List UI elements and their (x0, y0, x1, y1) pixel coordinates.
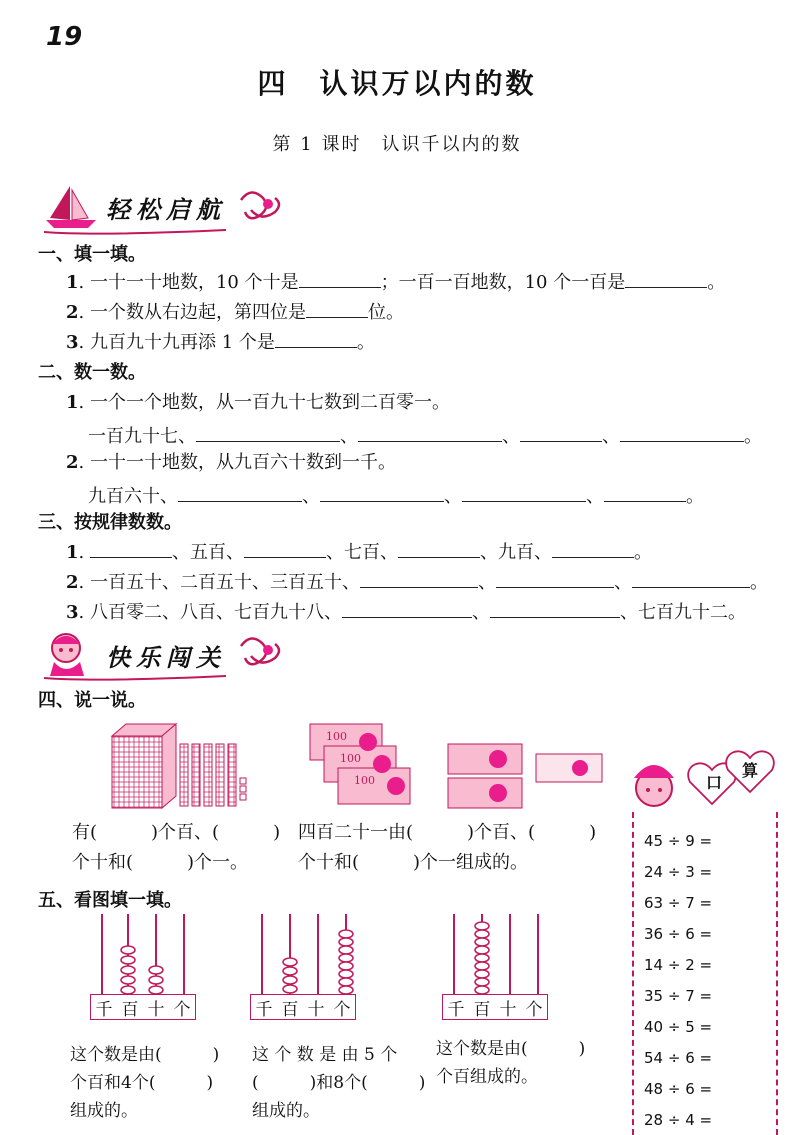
banknotes-100-image (300, 722, 440, 812)
s2-q1 (66, 388, 450, 414)
abacus-place-labels (90, 994, 196, 1020)
section5-heading: 五、看图填一填。 (38, 890, 182, 911)
given-value: 五百、 (189, 542, 244, 563)
banknote-1-image (534, 752, 604, 786)
abacus-2 (250, 914, 356, 1022)
answer-blank[interactable] (520, 425, 602, 442)
start-value: 一百九十七、 (88, 426, 196, 447)
s1-q3 (66, 328, 375, 354)
s1-q2 (66, 298, 404, 324)
abacus-place-labels (250, 994, 356, 1020)
abacus1-caption-line2: 个百和4个( ) (70, 1073, 214, 1093)
answer-blank[interactable] (320, 485, 444, 502)
banner-happy-challenge-text: 快乐闯关 (106, 643, 226, 672)
s3-q3 (66, 598, 746, 624)
mental-header-1: 口 (706, 773, 723, 792)
q-end: 。 (356, 332, 375, 353)
sep: 、 (586, 486, 604, 507)
q-text: ；一百一百地数，10 个一百是 (380, 272, 626, 293)
q-number: 2 (66, 302, 79, 323)
banknotes-10-image (446, 740, 526, 810)
abacus2-caption-line3: 组成的。 (252, 1101, 320, 1121)
answer-blank[interactable] (299, 271, 381, 288)
label-hundreds: 百 (281, 1000, 299, 1020)
mental-item: 35 ÷ 7 = (644, 987, 713, 1005)
banner-easy-start (36, 180, 306, 240)
lesson-subtitle: 第 1 课时 认识千以内的数 (272, 134, 522, 155)
sep: 、 (471, 602, 490, 623)
q-text: . 八百零二、八百、七百九十八、 (78, 602, 342, 623)
s2-q2-answers (88, 482, 704, 508)
sep: 、 (502, 426, 520, 447)
s4-right-line2: 个十和( )个一组成的。 (298, 852, 529, 873)
abacus-1 (90, 914, 196, 1022)
page-number: 19 (46, 22, 83, 52)
mental-header-2: 算 (742, 761, 759, 780)
answer-blank[interactable] (632, 571, 750, 588)
q-text: . 一十一十地数，10 个十是 (78, 272, 299, 293)
section4-heading: 四、说一说。 (38, 690, 146, 711)
mascot-hearts-icon (624, 748, 784, 818)
answer-blank[interactable] (462, 485, 586, 502)
q-text: . 一个数从右边起，第四位是 (78, 302, 306, 323)
answer-blank[interactable] (90, 541, 172, 558)
q-end: 。 (749, 572, 768, 593)
section1-heading: 一、填一填。 (38, 244, 146, 265)
answer-blank[interactable] (275, 331, 357, 348)
q-end: 。 (707, 272, 726, 293)
denomination-label: 100 (340, 752, 361, 765)
s4-right-line1: 四百二十一由( )个百、( ) (298, 822, 597, 843)
sep: 、 (477, 572, 496, 593)
abacus1-caption-line3: 组成的。 (70, 1101, 138, 1121)
answer-blank[interactable] (552, 541, 634, 558)
abacus3-caption-line2: 个百组成的。 (436, 1067, 538, 1087)
label-hundreds: 百 (121, 1000, 139, 1020)
denomination-label: 100 (326, 730, 347, 743)
label-tens: 十 (307, 1000, 325, 1020)
abacus2-caption-line2: ( )和8个( ) (252, 1073, 426, 1093)
s4-left-line1: 有( )个百、( ) (72, 822, 281, 843)
abacus2-caption-line1: 这 个 数 是 由 5 个 (252, 1045, 398, 1065)
hundred-block-icon (112, 724, 176, 808)
label-tens: 十 (147, 1000, 165, 1020)
mental-item: 63 ÷ 7 = (644, 894, 713, 912)
answer-blank[interactable] (625, 271, 707, 288)
sep: 、 (171, 542, 190, 563)
label-thousands: 千 (255, 1000, 273, 1020)
mental-item: 54 ÷ 6 = (644, 1049, 713, 1067)
q-text: 位。 (367, 302, 404, 323)
unit-cubes-icon (240, 778, 246, 800)
mental-math-panel (624, 748, 784, 1135)
mental-item: 24 ÷ 3 = (644, 863, 713, 881)
ten-rods-icon (180, 744, 236, 806)
q-end: 。 (686, 486, 704, 507)
s1-q1 (66, 268, 725, 294)
s2-q1-answers (88, 422, 762, 448)
sep: 、 (340, 426, 358, 447)
banner-happy-challenge (36, 626, 306, 686)
place-value-blocks-image (104, 722, 254, 812)
denomination-label: 100 (354, 774, 375, 787)
mental-item: 36 ÷ 6 = (644, 925, 713, 943)
q-end: 。 (633, 542, 652, 563)
q-text: . 一个一个地数，从一百九十七数到二百零一。 (78, 392, 450, 413)
answer-blank[interactable] (490, 601, 620, 618)
q-number: 1 (66, 272, 79, 293)
abacus-rods (250, 914, 356, 994)
label-ones: 个 (333, 1000, 351, 1020)
s3-q2 (66, 568, 768, 594)
sep: 、 (602, 426, 620, 447)
sep: 、 (444, 486, 462, 507)
mental-item: 14 ÷ 2 = (644, 956, 713, 974)
answer-blank[interactable] (244, 541, 326, 558)
start-value: 九百六十、 (88, 486, 178, 507)
label-ones: 个 (173, 1000, 191, 1020)
abacus-rods (90, 914, 196, 994)
q-text: . 九百九十九再添 1 个是 (78, 332, 275, 353)
chapter-title: 四 认识万以内的数 (257, 67, 537, 100)
answer-blank[interactable] (496, 571, 614, 588)
label-tens: 十 (499, 1000, 517, 1020)
answer-blank[interactable] (196, 425, 340, 442)
q-number: 3 (66, 602, 79, 623)
answer-blank[interactable] (604, 485, 686, 502)
s3-q1: 1. 、五百、 、七百、 、九百、 。 (66, 542, 652, 563)
mental-item: 40 ÷ 5 = (644, 1018, 713, 1036)
section2-heading: 二、数一数。 (38, 362, 146, 383)
answer-blank[interactable] (178, 485, 302, 502)
sep: 、 (479, 542, 498, 563)
answer-blank[interactable] (398, 541, 480, 558)
s2-q2 (66, 448, 396, 474)
s4-left-line2: 个十和( )个一。 (72, 852, 249, 873)
answer-blank[interactable] (306, 301, 368, 318)
q-text: . 一十一十地数，从九百六十数到一千。 (78, 452, 396, 473)
q-end: 、七百九十二。 (619, 602, 746, 623)
mental-item: 28 ÷ 4 = (644, 1111, 713, 1129)
label-thousands: 千 (447, 1000, 465, 1020)
section3-heading: 三、按规律数数。 (38, 512, 182, 533)
abacus-rods (442, 914, 548, 994)
q-number: 3 (66, 332, 79, 353)
mental-item: 48 ÷ 6 = (644, 1080, 713, 1098)
label-ones: 个 (525, 1000, 543, 1020)
abacus3-caption-line1: 这个数是由( ) (436, 1039, 586, 1059)
given-value: 七百、 (343, 542, 398, 563)
banner-easy-start-text: 轻松启航 (106, 195, 226, 224)
answer-blank[interactable] (358, 425, 502, 442)
abacus1-caption-line1: 这个数是由( ) (70, 1045, 220, 1065)
sep: 、 (302, 486, 320, 507)
q-end: 。 (744, 426, 762, 447)
mental-item: 45 ÷ 9 = (644, 832, 713, 850)
label-hundreds: 百 (473, 1000, 491, 1020)
q-text: . 一百五十、二百五十、三百五十、 (78, 572, 360, 593)
label-thousands: 千 (95, 1000, 113, 1020)
sep: 、 (325, 542, 344, 563)
answer-blank[interactable] (342, 601, 472, 618)
q-number: 1 (66, 542, 79, 563)
sep: 、 (613, 572, 632, 593)
abacus-place-labels (442, 994, 548, 1020)
answer-blank[interactable] (360, 571, 478, 588)
given-value: 九百、 (497, 542, 552, 563)
q-number: 2 (66, 452, 79, 473)
q-number: 2 (66, 572, 79, 593)
answer-blank[interactable] (620, 425, 744, 442)
abacus-3 (442, 914, 548, 1022)
q-number: 1 (66, 392, 79, 413)
